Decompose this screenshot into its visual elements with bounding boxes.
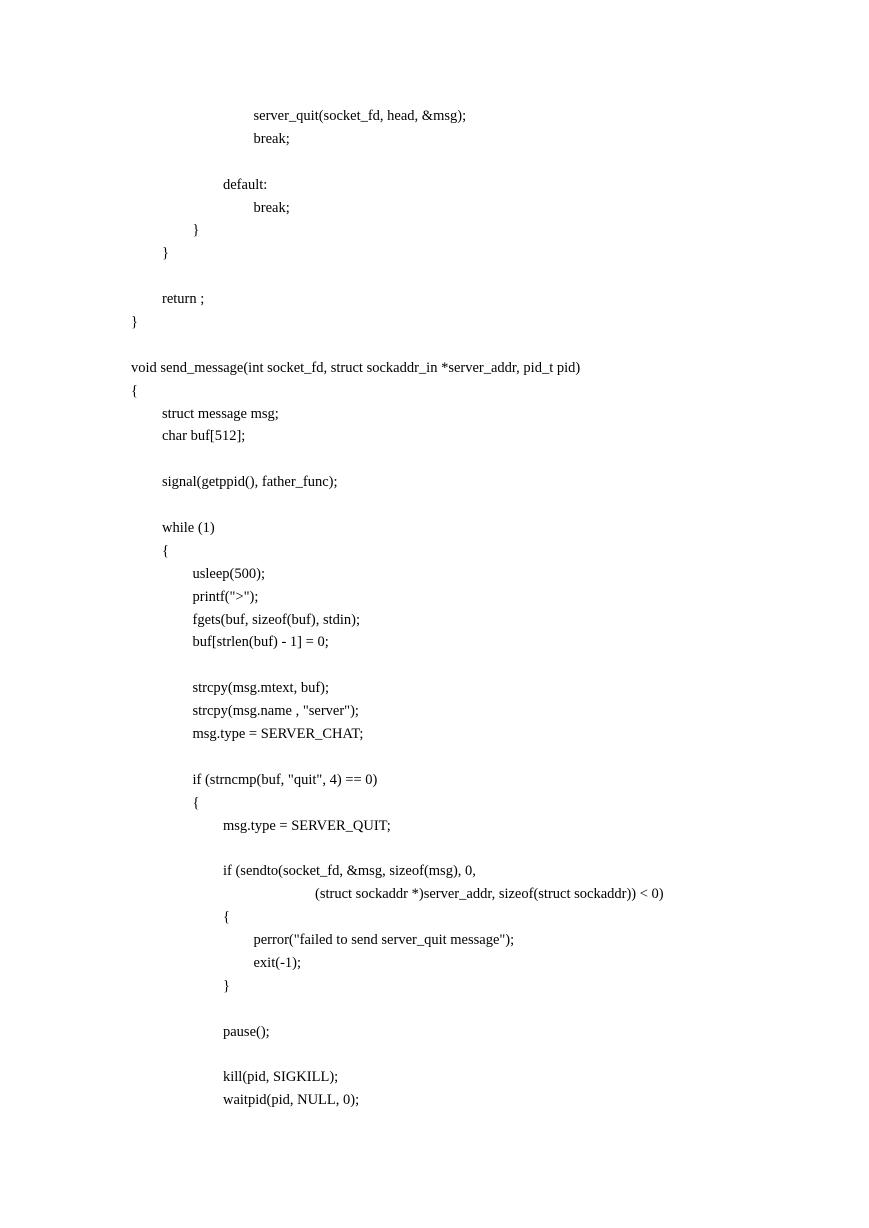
- blank-line: [131, 334, 851, 357]
- code-line: msg.type = SERVER_QUIT;: [223, 817, 391, 834]
- blank-line: [131, 448, 851, 471]
- code-line: break;: [253, 130, 290, 147]
- blank-line: [131, 838, 851, 861]
- code-line: }: [192, 222, 200, 239]
- code-line: strcpy(msg.name , "server");: [192, 703, 359, 720]
- code-line: if (strncmp(buf, "quit", 4) == 0): [192, 771, 378, 788]
- blank-line: [131, 265, 851, 288]
- code-line: }: [162, 245, 169, 262]
- code-line: kill(pid, SIGKILL);: [223, 1069, 339, 1086]
- code-line: usleep(500);: [192, 565, 265, 582]
- blank-line: [131, 746, 851, 769]
- code-line: {: [131, 382, 138, 399]
- code-line: fgets(buf, sizeof(buf), stdin);: [192, 611, 361, 628]
- code-line: perror("failed to send server_quit message");: [253, 932, 515, 949]
- code-line: while (1): [162, 520, 215, 537]
- code-line: printf(">");: [192, 588, 259, 605]
- code-line: pause();: [223, 1023, 270, 1040]
- code-line: waitpid(pid, NULL, 0);: [223, 1092, 360, 1109]
- code-line: char buf[512];: [162, 428, 246, 445]
- code-line: signal(getppid(), father_func);: [162, 474, 338, 491]
- code-line: if (sendto(socket_fd, &msg, sizeof(msg), 0,: [223, 863, 476, 880]
- code-line: buf[strlen(buf) - 1] = 0;: [192, 634, 329, 651]
- function-signature: void send_message(int socket_fd, struct sockaddr_in *server_addr, pid_t pid): [131, 359, 581, 376]
- blank-line: [131, 654, 851, 677]
- code-line: default:: [223, 176, 268, 193]
- code-line: {: [223, 909, 230, 926]
- code-line: break;: [253, 199, 290, 216]
- code-line: }: [223, 977, 230, 994]
- code-listing: [131, 105, 851, 1112]
- blank-line: [131, 151, 851, 174]
- code-line: }: [131, 314, 138, 331]
- blank-line: [131, 1044, 851, 1067]
- code-line: msg.type = SERVER_CHAT;: [192, 726, 364, 743]
- code-line: strcpy(msg.mtext, buf);: [192, 680, 330, 697]
- blank-line: [131, 494, 851, 517]
- code-line: {: [162, 542, 169, 559]
- code-line: {: [192, 794, 200, 811]
- code-line: struct message msg;: [162, 405, 279, 422]
- code-line: return ;: [162, 291, 205, 308]
- code-line: exit(-1);: [253, 954, 302, 971]
- code-line: server_quit(socket_fd, head, &msg);: [253, 108, 467, 124]
- blank-line: [131, 998, 851, 1021]
- code-line-continuation: (struct sockaddr *)server_addr, sizeof(struct sockaddr)) < 0): [315, 886, 664, 903]
